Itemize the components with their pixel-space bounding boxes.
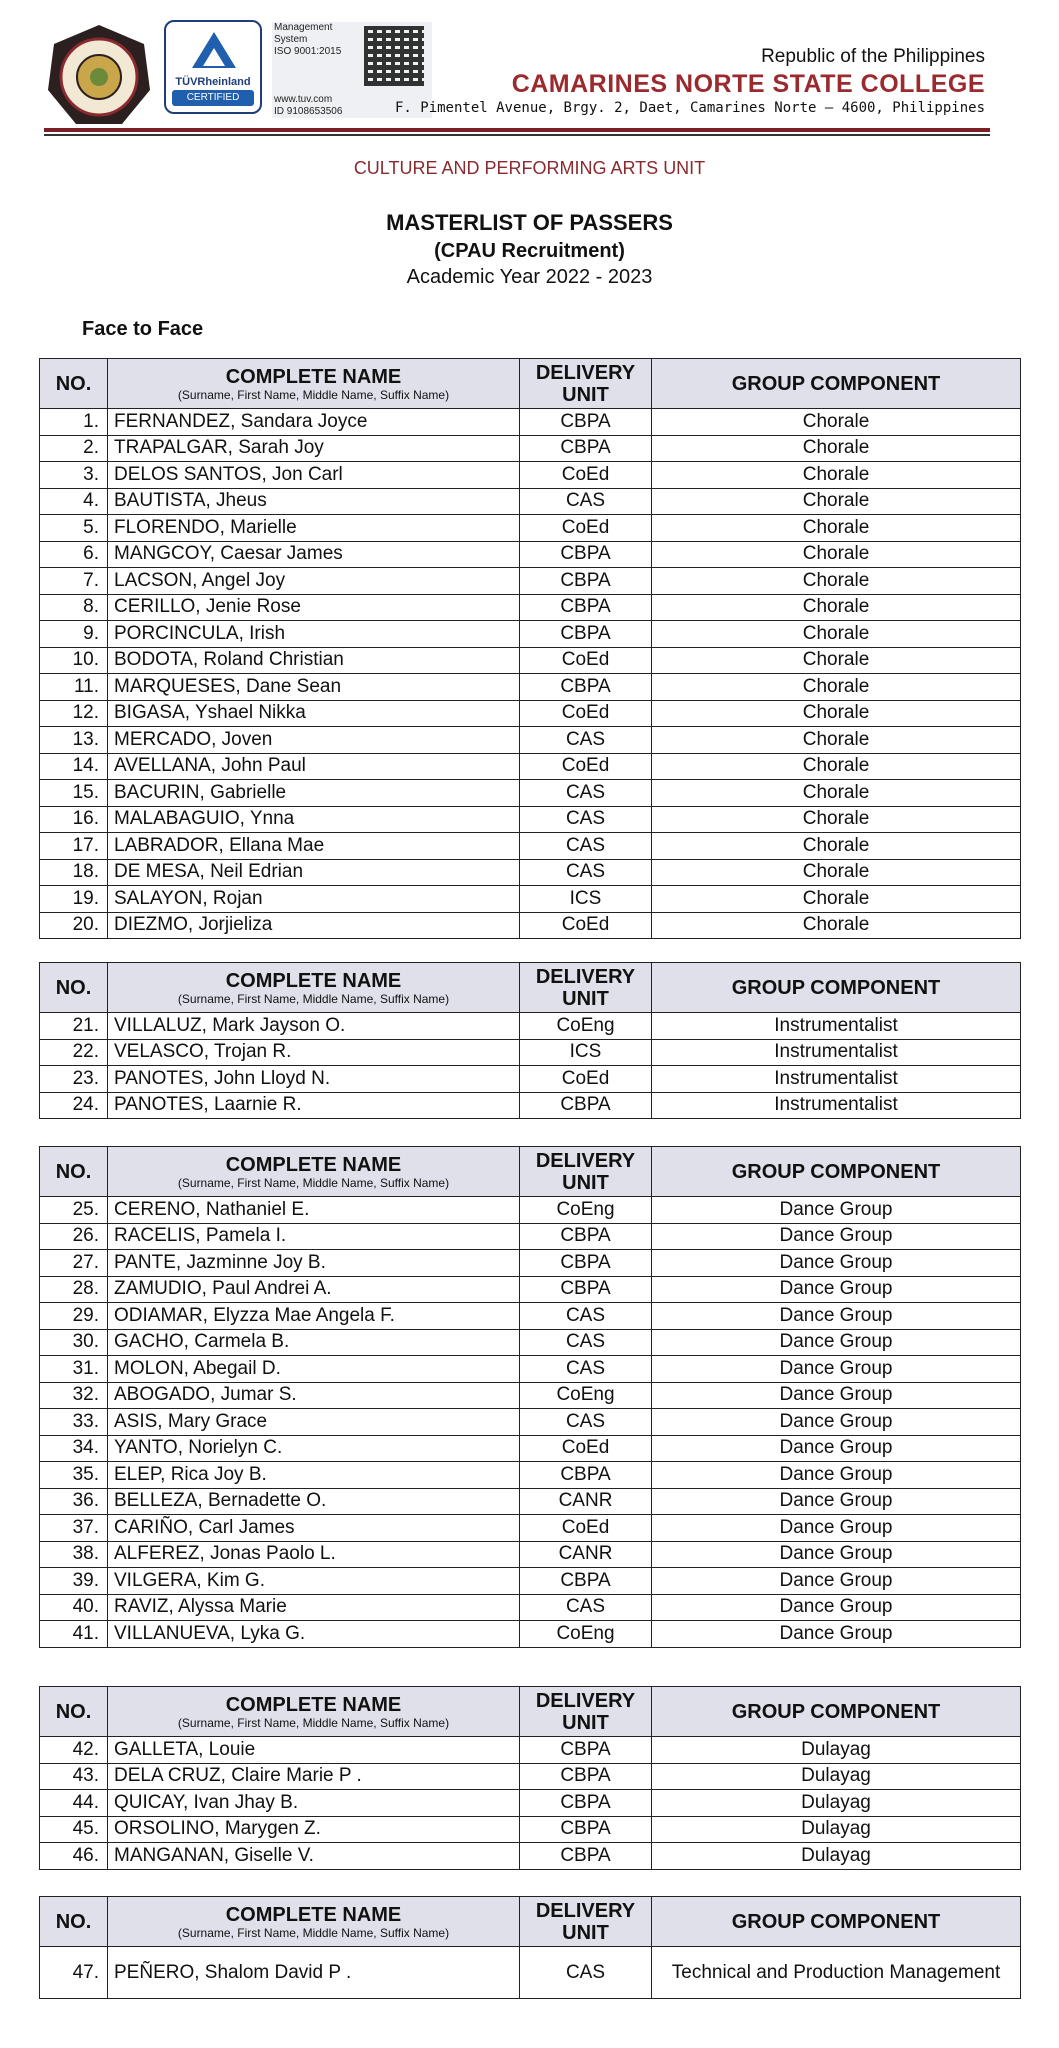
cell-group-component: Chorale (652, 515, 1021, 542)
header-group-component: GROUP COMPONENT (652, 1687, 1021, 1737)
cell-complete-name: VILGERA, Kim G. (108, 1568, 520, 1595)
cell-complete-name: PANTE, Jazminne Joy B. (108, 1250, 520, 1277)
cell-complete-name: BAUTISTA, Jheus (108, 488, 520, 515)
header-complete-name: COMPLETE NAME (Surname, First Name, Middle Name, Suffix Name) (108, 963, 520, 1013)
table-row (40, 1356, 1021, 1383)
cell-complete-name: MOLON, Abegail D. (108, 1356, 520, 1383)
tuv-certification-logo (164, 20, 262, 114)
cell-delivery-unit: CANR (520, 1541, 652, 1568)
cell-complete-name: BELLEZA, Bernadette O. (108, 1488, 520, 1515)
table-row (40, 912, 1021, 939)
cell-delivery-unit: CoEd (520, 753, 652, 780)
cell-group-component: Dance Group (652, 1356, 1021, 1383)
cell-group-component: Dulayag (652, 1790, 1021, 1817)
cell-delivery-unit: CBPA (520, 541, 652, 568)
cell-delivery-unit: CAS (520, 1409, 652, 1436)
cell-no: 16. (40, 806, 108, 833)
cell-group-component: Dance Group (652, 1435, 1021, 1462)
header-no: NO. (40, 963, 108, 1013)
header-group-component: GROUP COMPONENT (652, 359, 1021, 409)
cell-group-component: Dance Group (652, 1276, 1021, 1303)
header-complete-name: COMPLETE NAME (Surname, First Name, Middle Name, Suffix Name) (108, 359, 520, 409)
section-label: Face to Face (82, 318, 204, 340)
cell-group-component: Chorale (652, 780, 1021, 807)
table-row (40, 462, 1021, 489)
cell-group-component: Dance Group (652, 1303, 1021, 1330)
table-header-row (40, 963, 1021, 1013)
table-row (40, 435, 1021, 462)
cell-no: 26. (40, 1223, 108, 1250)
cell-complete-name: PANOTES, John Lloyd N. (108, 1066, 520, 1093)
cell-no: 2. (40, 435, 108, 462)
cell-no: 40. (40, 1594, 108, 1621)
cell-complete-name: RAVIZ, Alyssa Marie (108, 1594, 520, 1621)
cell-complete-name: SALAYON, Rojan (108, 886, 520, 913)
cell-group-component: Chorale (652, 806, 1021, 833)
cell-no: 6. (40, 541, 108, 568)
cell-delivery-unit: CoEng (520, 1621, 652, 1648)
table-row (40, 1276, 1021, 1303)
cell-delivery-unit: CBPA (520, 1568, 652, 1595)
header-divider-thin (44, 134, 990, 136)
cell-delivery-unit: CAS (520, 1594, 652, 1621)
passers-table (39, 358, 1021, 939)
document-title: MASTERLIST OF PASSERS (386, 210, 673, 235)
table-row (40, 594, 1021, 621)
cell-no: 43. (40, 1763, 108, 1790)
cell-delivery-unit: CoEd (520, 912, 652, 939)
table-row (40, 488, 1021, 515)
cell-group-component: Chorale (652, 621, 1021, 648)
cell-group-component: Chorale (652, 833, 1021, 860)
cell-complete-name: CARIÑO, Carl James (108, 1515, 520, 1542)
table-row (40, 780, 1021, 807)
cell-complete-name: YANTO, Norielyn C. (108, 1435, 520, 1462)
cell-group-component: Chorale (652, 674, 1021, 701)
table-row (40, 647, 1021, 674)
cell-no: 12. (40, 700, 108, 727)
cell-group-component: Dance Group (652, 1488, 1021, 1515)
cell-complete-name: QUICAY, Ivan Jhay B. (108, 1790, 520, 1817)
cell-no: 9. (40, 621, 108, 648)
cell-no: 20. (40, 912, 108, 939)
cell-group-component: Chorale (652, 753, 1021, 780)
cell-no: 42. (40, 1737, 108, 1764)
cell-no: 3. (40, 462, 108, 489)
cell-group-component: Chorale (652, 594, 1021, 621)
cell-group-component: Dance Group (652, 1541, 1021, 1568)
cell-delivery-unit: CBPA (520, 568, 652, 595)
cell-no: 24. (40, 1092, 108, 1119)
cell-group-component: Dance Group (652, 1515, 1021, 1542)
passers-table (39, 962, 1021, 1119)
cell-group-component: Chorale (652, 462, 1021, 489)
header-group-component: GROUP COMPONENT (652, 1897, 1021, 1947)
header-delivery-unit: DELIVERY UNIT (520, 1687, 652, 1737)
cell-no: 4. (40, 488, 108, 515)
cell-complete-name: MERCADO, Joven (108, 727, 520, 754)
table-header-row (40, 1147, 1021, 1197)
passers-table (39, 1686, 1021, 1870)
cell-no: 39. (40, 1568, 108, 1595)
cell-delivery-unit: CBPA (520, 1276, 652, 1303)
cell-group-component: Dance Group (652, 1250, 1021, 1277)
cell-complete-name: VILLANUEVA, Lyka G. (108, 1621, 520, 1648)
cell-complete-name: ALFEREZ, Jonas Paolo L. (108, 1541, 520, 1568)
cell-complete-name: CERENO, Nathaniel E. (108, 1197, 520, 1224)
cell-complete-name: MANGANAN, Giselle V. (108, 1843, 520, 1870)
cell-group-component: Dance Group (652, 1621, 1021, 1648)
cell-complete-name: MARQUESES, Dane Sean (108, 674, 520, 701)
cell-complete-name: GALLETA, Louie (108, 1737, 520, 1764)
header-complete-name: COMPLETE NAME (Surname, First Name, Middle Name, Suffix Name) (108, 1897, 520, 1947)
cell-no: 18. (40, 859, 108, 886)
cell-delivery-unit: CBPA (520, 1843, 652, 1870)
table-header-row (40, 1687, 1021, 1737)
cell-complete-name: PEÑERO, Shalom David P . (108, 1947, 520, 1999)
cell-delivery-unit: CAS (520, 1329, 652, 1356)
management-system-text: Management System ISO 9001:2015 (274, 22, 342, 57)
table-row (40, 1013, 1021, 1040)
cell-complete-name: GACHO, Carmela B. (108, 1329, 520, 1356)
table-row (40, 753, 1021, 780)
cell-no: 46. (40, 1843, 108, 1870)
header-complete-name: COMPLETE NAME (Surname, First Name, Middle Name, Suffix Name) (108, 1687, 520, 1737)
cell-delivery-unit: CBPA (520, 1816, 652, 1843)
cell-delivery-unit: CAS (520, 488, 652, 515)
cell-group-component: Chorale (652, 859, 1021, 886)
cell-group-component: Chorale (652, 700, 1021, 727)
cell-delivery-unit: CoEd (520, 700, 652, 727)
cell-group-component: Chorale (652, 435, 1021, 462)
cell-group-component: Dulayag (652, 1763, 1021, 1790)
table-row (40, 1621, 1021, 1648)
cell-delivery-unit: CBPA (520, 1737, 652, 1764)
cell-no: 28. (40, 1276, 108, 1303)
cell-delivery-unit: CBPA (520, 1462, 652, 1489)
republic-text: Republic of the Philippines (761, 46, 985, 67)
cell-no: 7. (40, 568, 108, 595)
cell-delivery-unit: CBPA (520, 621, 652, 648)
cell-complete-name: CERILLO, Jenie Rose (108, 594, 520, 621)
table-row (40, 859, 1021, 886)
cell-group-component: Dance Group (652, 1197, 1021, 1224)
cell-no: 8. (40, 594, 108, 621)
cell-delivery-unit: CBPA (520, 409, 652, 436)
cell-complete-name: BACURIN, Gabrielle (108, 780, 520, 807)
qr-code-icon (364, 26, 424, 86)
tuv-brand: TÜVRheinland (175, 76, 251, 88)
table-row (40, 1843, 1021, 1870)
table-row (40, 1737, 1021, 1764)
cell-group-component: Instrumentalist (652, 1092, 1021, 1119)
cell-no: 41. (40, 1621, 108, 1648)
table-row (40, 1790, 1021, 1817)
table-row (40, 568, 1021, 595)
cell-complete-name: ORSOLINO, Marygen Z. (108, 1816, 520, 1843)
cell-delivery-unit: CoEng (520, 1013, 652, 1040)
cell-complete-name: BIGASA, Yshael Nikka (108, 700, 520, 727)
cell-complete-name: PORCINCULA, Irish (108, 621, 520, 648)
cell-group-component: Dulayag (652, 1737, 1021, 1764)
cell-no: 37. (40, 1515, 108, 1542)
college-name: CAMARINES NORTE STATE COLLEGE (511, 70, 985, 98)
cell-delivery-unit: CoEng (520, 1197, 652, 1224)
cell-complete-name: DE MESA, Neil Edrian (108, 859, 520, 886)
table-row (40, 1763, 1021, 1790)
cell-delivery-unit: CoEd (520, 1435, 652, 1462)
cell-group-component: Dance Group (652, 1462, 1021, 1489)
cell-no: 35. (40, 1462, 108, 1489)
cell-no: 27. (40, 1250, 108, 1277)
cell-delivery-unit: CAS (520, 833, 652, 860)
cell-delivery-unit: CAS (520, 1356, 652, 1383)
table-row (40, 886, 1021, 913)
cell-delivery-unit: CAS (520, 1303, 652, 1330)
header-delivery-unit: DELIVERY UNIT (520, 359, 652, 409)
table-row (40, 1250, 1021, 1277)
cell-no: 21. (40, 1013, 108, 1040)
cell-group-component: Dance Group (652, 1409, 1021, 1436)
cell-delivery-unit: CBPA (520, 1092, 652, 1119)
cell-group-component: Instrumentalist (652, 1066, 1021, 1093)
cell-no: 44. (40, 1790, 108, 1817)
table-row (40, 515, 1021, 542)
cell-complete-name: MANGCOY, Caesar James (108, 541, 520, 568)
letterhead (0, 0, 1059, 140)
table-row (40, 1515, 1021, 1542)
cell-group-component: Dulayag (652, 1843, 1021, 1870)
cell-delivery-unit: CANR (520, 1488, 652, 1515)
table-row (40, 409, 1021, 436)
cell-no: 1. (40, 409, 108, 436)
cell-group-component: Chorale (652, 647, 1021, 674)
unit-name: CULTURE AND PERFORMING ARTS UNIT (353, 158, 706, 178)
table-row (40, 674, 1021, 701)
cell-group-component: Chorale (652, 409, 1021, 436)
cell-complete-name: ELEP, Rica Joy B. (108, 1462, 520, 1489)
cell-delivery-unit: CBPA (520, 435, 652, 462)
table-row (40, 1488, 1021, 1515)
cell-group-component: Chorale (652, 568, 1021, 595)
header-complete-name: COMPLETE NAME (Surname, First Name, Middle Name, Suffix Name) (108, 1147, 520, 1197)
cell-no: 22. (40, 1039, 108, 1066)
cell-group-component: Chorale (652, 886, 1021, 913)
cell-no: 32. (40, 1382, 108, 1409)
college-seal-logo (44, 22, 154, 128)
cell-complete-name: PANOTES, Laarnie R. (108, 1092, 520, 1119)
cell-delivery-unit: CAS (520, 727, 652, 754)
cell-group-component: Dance Group (652, 1568, 1021, 1595)
header-delivery-unit: DELIVERY UNIT (520, 1897, 652, 1947)
table-row (40, 806, 1021, 833)
cell-no: 47. (40, 1947, 108, 1999)
academic-year: Academic Year 2022 - 2023 (406, 266, 653, 288)
cell-no: 45. (40, 1816, 108, 1843)
table-row (40, 1568, 1021, 1595)
header-no: NO. (40, 1147, 108, 1197)
cell-complete-name: MALABAGUIO, Ynna (108, 806, 520, 833)
cell-no: 19. (40, 886, 108, 913)
table-row (40, 727, 1021, 754)
cell-delivery-unit: CoEd (520, 462, 652, 489)
cell-group-component: Chorale (652, 912, 1021, 939)
table-row (40, 1382, 1021, 1409)
header-delivery-unit: DELIVERY UNIT (520, 963, 652, 1013)
table-row (40, 1329, 1021, 1356)
table-row (40, 1303, 1021, 1330)
cell-delivery-unit: CBPA (520, 1223, 652, 1250)
cell-no: 15. (40, 780, 108, 807)
table-header-row (40, 359, 1021, 409)
college-address: F. Pimentel Avenue, Brgy. 2, Daet, Camarines Norte – 4600, Philippines (394, 100, 985, 116)
cell-delivery-unit: CoEd (520, 1066, 652, 1093)
header-divider (44, 128, 990, 132)
passers-table (39, 1896, 1021, 1999)
cell-delivery-unit: CoEd (520, 515, 652, 542)
cell-no: 34. (40, 1435, 108, 1462)
cell-no: 25. (40, 1197, 108, 1224)
cell-delivery-unit: CBPA (520, 1763, 652, 1790)
cell-complete-name: VILLALUZ, Mark Jayson O. (108, 1013, 520, 1040)
cell-no: 36. (40, 1488, 108, 1515)
table-row (40, 541, 1021, 568)
cell-group-component: Instrumentalist (652, 1039, 1021, 1066)
header-no: NO. (40, 1687, 108, 1737)
cell-no: 33. (40, 1409, 108, 1436)
cell-no: 5. (40, 515, 108, 542)
tuv-id-text: www.tuv.com ID 9108653506 (274, 94, 343, 117)
cell-no: 10. (40, 647, 108, 674)
cell-delivery-unit: CBPA (520, 674, 652, 701)
table-header-row (40, 1897, 1021, 1947)
cell-delivery-unit: CAS (520, 859, 652, 886)
cell-group-component: Technical and Production Management (652, 1947, 1021, 1999)
header-no: NO. (40, 1897, 108, 1947)
cell-no: 38. (40, 1541, 108, 1568)
cell-complete-name: TRAPALGAR, Sarah Joy (108, 435, 520, 462)
cell-delivery-unit: ICS (520, 1039, 652, 1066)
cell-group-component: Dance Group (652, 1223, 1021, 1250)
table-row (40, 1947, 1021, 1999)
table-row (40, 1092, 1021, 1119)
cell-group-component: Chorale (652, 488, 1021, 515)
cell-delivery-unit: CAS (520, 780, 652, 807)
cell-group-component: Dulayag (652, 1816, 1021, 1843)
cell-no: 17. (40, 833, 108, 860)
header-group-component: GROUP COMPONENT (652, 1147, 1021, 1197)
header-group-component: GROUP COMPONENT (652, 963, 1021, 1013)
header-delivery-unit: DELIVERY UNIT (520, 1147, 652, 1197)
table-row (40, 621, 1021, 648)
table-row (40, 1594, 1021, 1621)
cell-group-component: Dance Group (652, 1382, 1021, 1409)
cell-no: 11. (40, 674, 108, 701)
cell-no: 29. (40, 1303, 108, 1330)
cell-complete-name: ODIAMAR, Elyzza Mae Angela F. (108, 1303, 520, 1330)
cell-complete-name: RACELIS, Pamela I. (108, 1223, 520, 1250)
cell-complete-name: ZAMUDIO, Paul Andrei A. (108, 1276, 520, 1303)
cell-delivery-unit: CBPA (520, 594, 652, 621)
cell-complete-name: FLORENDO, Marielle (108, 515, 520, 542)
cell-no: 14. (40, 753, 108, 780)
cell-no: 23. (40, 1066, 108, 1093)
cell-group-component: Chorale (652, 541, 1021, 568)
table-row (40, 1816, 1021, 1843)
table-row (40, 1435, 1021, 1462)
cell-complete-name: LABRADOR, Ellana Mae (108, 833, 520, 860)
cell-delivery-unit: ICS (520, 886, 652, 913)
cell-no: 31. (40, 1356, 108, 1383)
table-row (40, 1039, 1021, 1066)
passers-table (39, 1146, 1021, 1648)
table-row (40, 1409, 1021, 1436)
cell-delivery-unit: CoEd (520, 1515, 652, 1542)
cell-group-component: Dance Group (652, 1329, 1021, 1356)
cell-delivery-unit: CAS (520, 1947, 652, 1999)
cell-complete-name: AVELLANA, John Paul (108, 753, 520, 780)
cell-complete-name: DELOS SANTOS, Jon Carl (108, 462, 520, 489)
cell-complete-name: DIEZMO, Jorjieliza (108, 912, 520, 939)
table-row (40, 1197, 1021, 1224)
cell-delivery-unit: CoEng (520, 1382, 652, 1409)
table-row (40, 833, 1021, 860)
cell-complete-name: BODOTA, Roland Christian (108, 647, 520, 674)
table-row (40, 1066, 1021, 1093)
cell-complete-name: ABOGADO, Jumar S. (108, 1382, 520, 1409)
cell-complete-name: ASIS, Mary Grace (108, 1409, 520, 1436)
table-row (40, 1541, 1021, 1568)
cell-complete-name: LACSON, Angel Joy (108, 568, 520, 595)
cell-delivery-unit: CAS (520, 806, 652, 833)
cell-delivery-unit: CBPA (520, 1250, 652, 1277)
cell-no: 13. (40, 727, 108, 754)
cell-group-component: Instrumentalist (652, 1013, 1021, 1040)
cell-complete-name: DELA CRUZ, Claire Marie P . (108, 1763, 520, 1790)
table-row (40, 1223, 1021, 1250)
cell-no: 30. (40, 1329, 108, 1356)
cell-delivery-unit: CoEd (520, 647, 652, 674)
tuv-certified-label: CERTIFIED (172, 90, 254, 106)
header-no: NO. (40, 359, 108, 409)
table-row (40, 700, 1021, 727)
cell-group-component: Chorale (652, 727, 1021, 754)
document-subtitle: (CPAU Recruitment) (434, 240, 625, 262)
table-row (40, 1462, 1021, 1489)
cell-group-component: Dance Group (652, 1594, 1021, 1621)
cell-complete-name: FERNANDEZ, Sandara Joyce (108, 409, 520, 436)
cell-delivery-unit: CBPA (520, 1790, 652, 1817)
cell-complete-name: VELASCO, Trojan R. (108, 1039, 520, 1066)
